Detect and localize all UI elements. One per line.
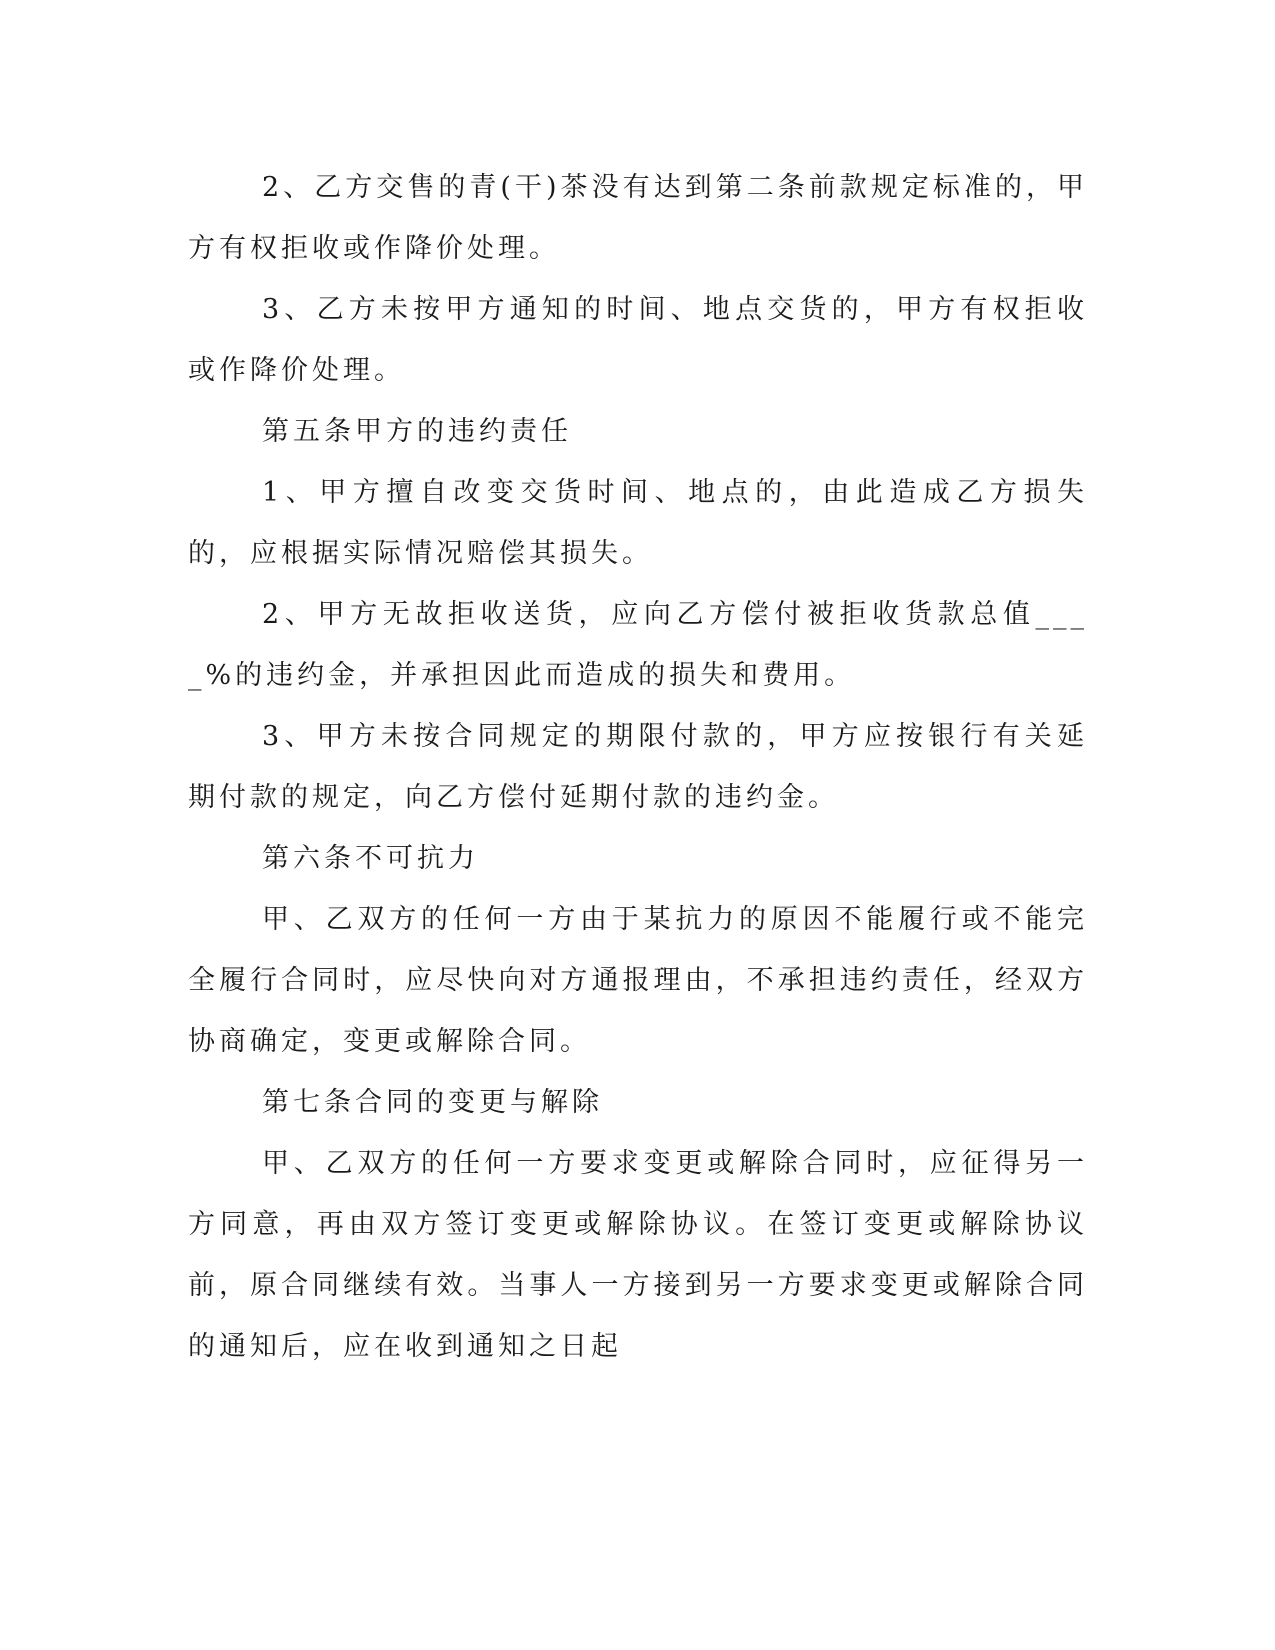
clause-4-item-2: 2、乙方交售的青(干)茶没有达到第二条前款规定标准的，甲方有权拒收或作降价处理。 [188, 172, 1088, 264]
clause-5-heading: 第五条甲方的违约责任 [262, 416, 572, 447]
clause-6-heading: 第六条不可抗力 [262, 843, 479, 874]
clause-7-body: 甲、乙双方的任何一方要求变更或解除合同时，应征得另一方同意，再由双方签订变更或解除协议。在签订变更或解除协议前，原合同继续有效。当事人一方接到另一方要求变更或解除合同的通知后，应在收到通知之日起 [188, 1148, 1088, 1362]
clause-7-heading: 第七条合同的变更与解除 [262, 1087, 603, 1118]
clause-5-item-3: 3、甲方未按合同规定的期限付款的，甲方应按银行有关延期付款的规定，向乙方偿付延期付款的违约金。 [188, 721, 1088, 813]
clause-6-body: 甲、乙双方的任何一方由于某抗力的原因不能履行或不能完全履行合同时，应尽快向对方通报理由，不承担违约责任，经双方协商确定，变更或解除合同。 [188, 904, 1088, 1057]
clause-5-item-1: 1、甲方擅自改变交货时间、地点的，由此造成乙方损失的，应根据实际情况赔偿其损失。 [188, 477, 1088, 569]
clause-5-item-2: 2、甲方无故拒收送货，应向乙方偿付被拒收货款总值____%的违约金，并承担因此而造成的损失和费用。 [188, 599, 1088, 691]
clause-4-item-3: 3、乙方未按甲方通知的时间、地点交货的，甲方有权拒收或作降价处理。 [188, 294, 1088, 386]
document-body [188, 157, 1088, 1377]
